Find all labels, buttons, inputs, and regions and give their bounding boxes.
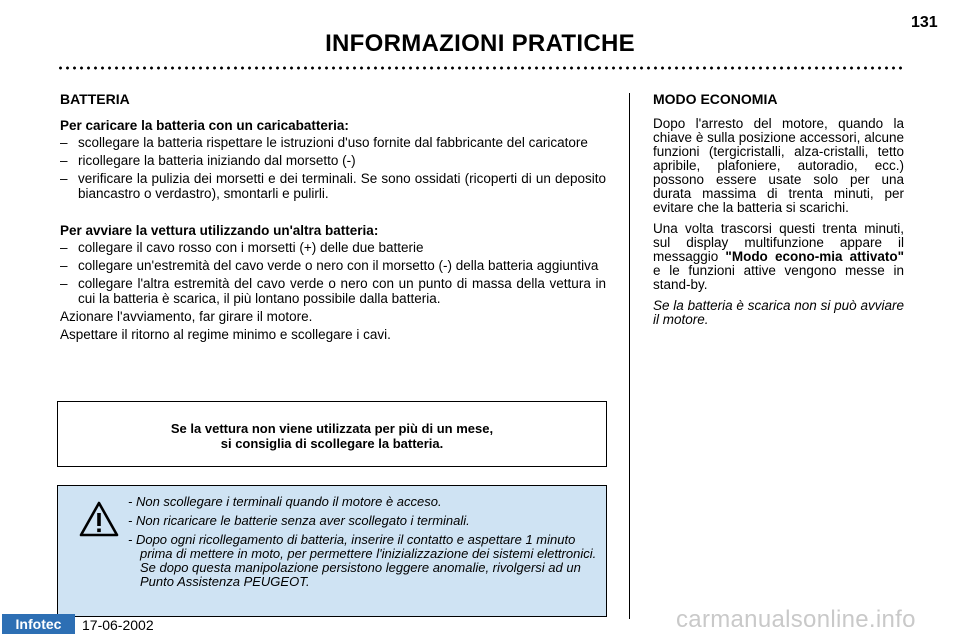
note-line: Se la vettura non viene utilizzata per più di un mese, [170,421,494,436]
battery-heading: BATTERIA [60,91,130,107]
economy-message: "Modo econo-mia attivato" [725,249,904,264]
footer-date: 17-06-2002 [82,617,154,633]
instruction-line: Aspettare il ritorno al regime minimo e scollegare i cavi. [60,327,391,342]
economy-paragraph: Dopo l'arresto del motore, quando la chiave è sulla posizione accessori, alcune funzioni (tergicristalli, alza-cristalli, tetto apribile, plafoniere, autoradio, ecc.) possono essere usate solo per una durata massima di trenta minuti, per evitare che la batteria si scarichi. [653,116,904,215]
economy-paragraph: Una volta trascorsi questi trenta minuti, sul display multifunzione appare il messaggio "Modo econo-mia attivato" e le funzioni attive vengono messe in stand-by. [653,221,904,292]
jump-start-heading: Per avviare la vettura utilizzando un'altra batteria: [60,223,379,238]
charging-heading: Per caricare la batteria con un caricabatteria: [60,118,349,133]
warning-item: - Non scollegare i terminali quando il motore è acceso. [128,494,442,509]
page-number: 131 [911,14,938,31]
list-item: – collegare un'estremità del cavo verde o nero con il morsetto (-) della batteria aggiuntiva [60,258,599,273]
instruction-line: Azionare l'avviamento, far girare il motore. [60,309,313,324]
list-item: – collegare l'altra estremità del cavo verde o nero con un punto di massa della vettura in cui la batteria è scarica, il più lontano possibile dalla batteria. [60,276,606,306]
note-line: si consiglia di scollegare la batteria. [220,436,444,451]
jump-start-list [60,240,606,306]
watermark: carmanualsonline.info [676,606,916,633]
battery-section [60,92,606,345]
warning-triangle-icon [78,500,120,538]
list-item: – ricollegare la batteria iniziando dal morsetto (-) [60,153,356,168]
list-item: – collegare il cavo rosso con i morsetti (+) delle due batterie [60,240,424,255]
warning-item: - Dopo ogni ricollegamento di batteria, inserire il contatto e aspettare 1 minuto prima di mettere in moto, per permettere l'inizializzazione dei sistemi elettronici. Se dopo questa manipolazione persistono leggere anomalie, rivolgersi ad un Punto Assistenza PEUGEOT. [128,532,597,589]
infotec-logo: Infotec [2,614,75,634]
list-item: – verificare la pulizia dei morsetti e dei terminali. Se sono ossidati (ricoperti di un deposito biancastro o verdastro), smontarli e pulirli. [60,171,606,201]
charging-list [60,135,606,201]
note-box [57,401,607,467]
economy-mode-heading: MODO ECONOMIA [653,91,778,107]
column-divider [629,93,630,619]
economy-paragraph: Se la batteria è scarica non si può avviare il motore. [653,298,904,327]
warning-item: - Non ricaricare le batterie senza aver scollegato i terminali. [128,513,470,528]
dotted-rule [57,66,905,70]
economy-mode-section [653,92,904,334]
warning-box [57,485,607,617]
page-title: INFORMAZIONI PRATICHE [325,30,635,57]
list-item: – scollegare la batteria rispettare le istruzioni d'uso fornite dal fabbricante del caricatore [60,135,588,150]
